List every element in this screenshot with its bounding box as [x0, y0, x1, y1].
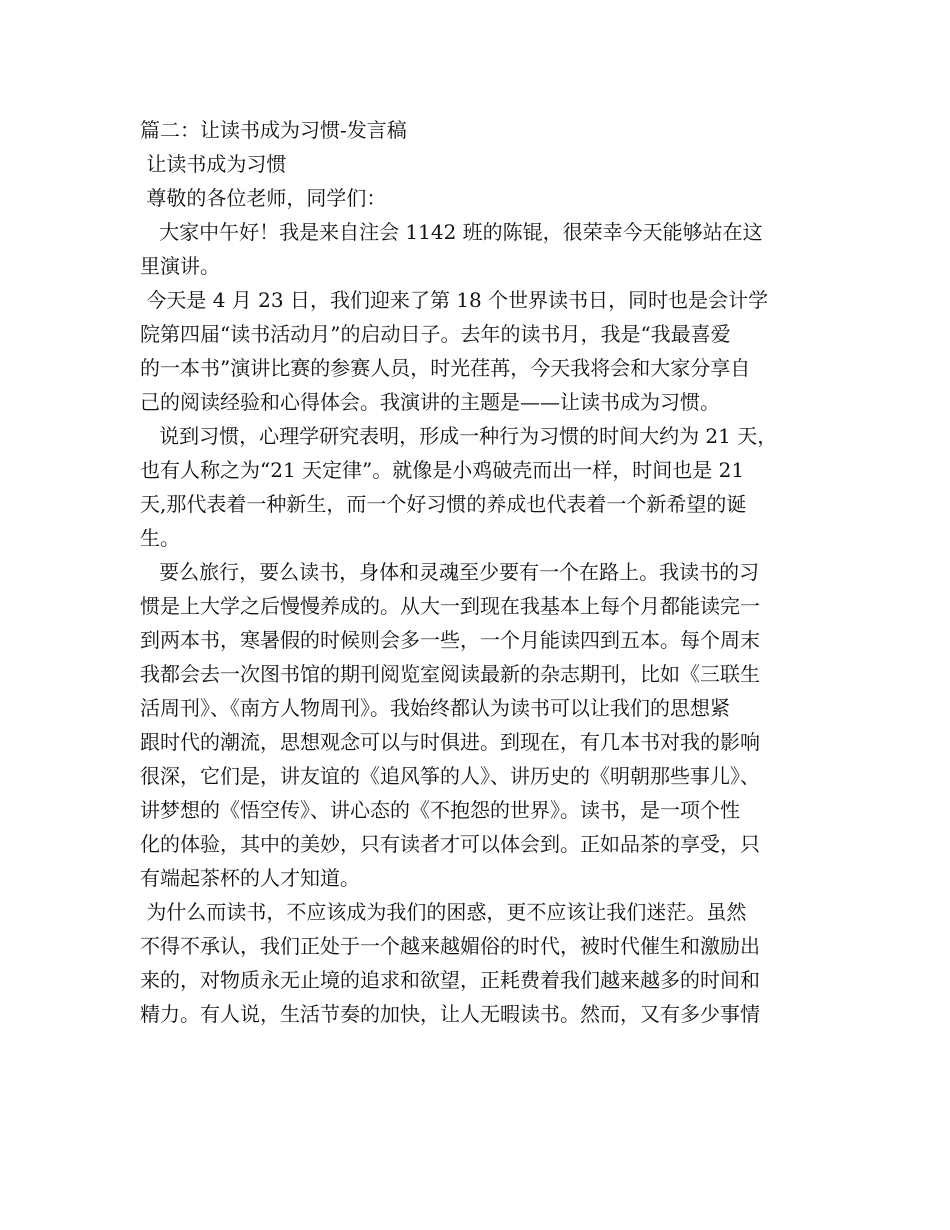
- text-line: 跟时代的潮流，思想观念可以与时俱进。到现在，有几本书对我的影响: [140, 730, 760, 754]
- document-heading: 篇二：让读书成为习惯-发言稿: [140, 118, 407, 142]
- text-line: 有端起茶杯的人才知道。: [140, 866, 360, 890]
- text-line: 来的，对物质永无止境的追求和欲望，正耗费着我们越来越多的时间和: [140, 968, 760, 992]
- text-line: 要么旅行，要么读书，身体和灵魂至少要有一个在路上。我读书的习: [140, 560, 760, 584]
- text-line: 到两本书，寒暑假的时候则会多一些，一个月能读四到五本。每个周末: [140, 628, 760, 652]
- text-line: 为什么而读书，不应该成为我们的困惑，更不应该让我们迷茫。虽然: [140, 900, 747, 924]
- text-line: 的一本书”演讲比赛的参赛人员，时光荏苒，今天我将会和大家分享自: [140, 356, 751, 380]
- text-line: 活周刊》、《南方人物周刊》。我始终都认为读书可以让我们的思想紧: [140, 696, 730, 720]
- text-line: 己的阅读经验和心得体会。我演讲的主题是——让读书成为习惯。: [140, 390, 720, 414]
- text-line: 讲梦想的《悟空传》、讲心态的《不抱怨的世界》。读书，是一项个性: [140, 798, 740, 822]
- text-line: 也有人称之为“21 天定律”。就像是小鸡破壳而出一样，时间也是 21: [140, 458, 745, 482]
- text-line: 化的体验，其中的美妙，只有读者才可以体会到。正如品茶的享受，只: [140, 832, 760, 856]
- text-line: 今天是 4 月 23 日，我们迎来了第 18 个世界读书日，同时也是会计学: [140, 288, 769, 312]
- text-line: 说到习惯，心理学研究表明，形成一种行为习惯的时间大约为 21 天，: [140, 424, 778, 448]
- text-line: 院第四届“读书活动月”的启动日子。去年的读书月，我是“我最喜爱: [140, 322, 731, 346]
- document-body: [140, 113, 830, 1031]
- text-line: 里演讲。: [140, 254, 220, 278]
- salutation: 尊敬的各位老师，同学们：: [140, 186, 387, 210]
- text-line: 大家中午好！我是来自注会 1142 班的陈锟，很荣幸今天能够站在这: [140, 220, 763, 244]
- text-line: 我都会去一次图书馆的期刊阅览室阅读最新的杂志期刊，比如《三联生: [140, 662, 760, 686]
- document-subtitle: 让读书成为习惯: [140, 152, 287, 176]
- text-line: 生。: [140, 526, 180, 550]
- text-line: 精力。有人说，生活节奏的加快，让人无暇读书。然而，又有多少事情: [140, 1002, 760, 1026]
- text-line: 不得不承认，我们正处于一个越来越媚俗的时代，被时代催生和激励出: [140, 934, 760, 958]
- text-line: 惯是上大学之后慢慢养成的。从大一到现在我基本上每个月都能读完一: [140, 594, 760, 618]
- text-line: 很深，它们是，讲友谊的《追风筝的人》、讲历史的《明朝那些事儿》、: [140, 764, 760, 788]
- text-line: 天,那代表着一种新生，而一个好习惯的养成也代表着一个新希望的诞: [140, 492, 747, 516]
